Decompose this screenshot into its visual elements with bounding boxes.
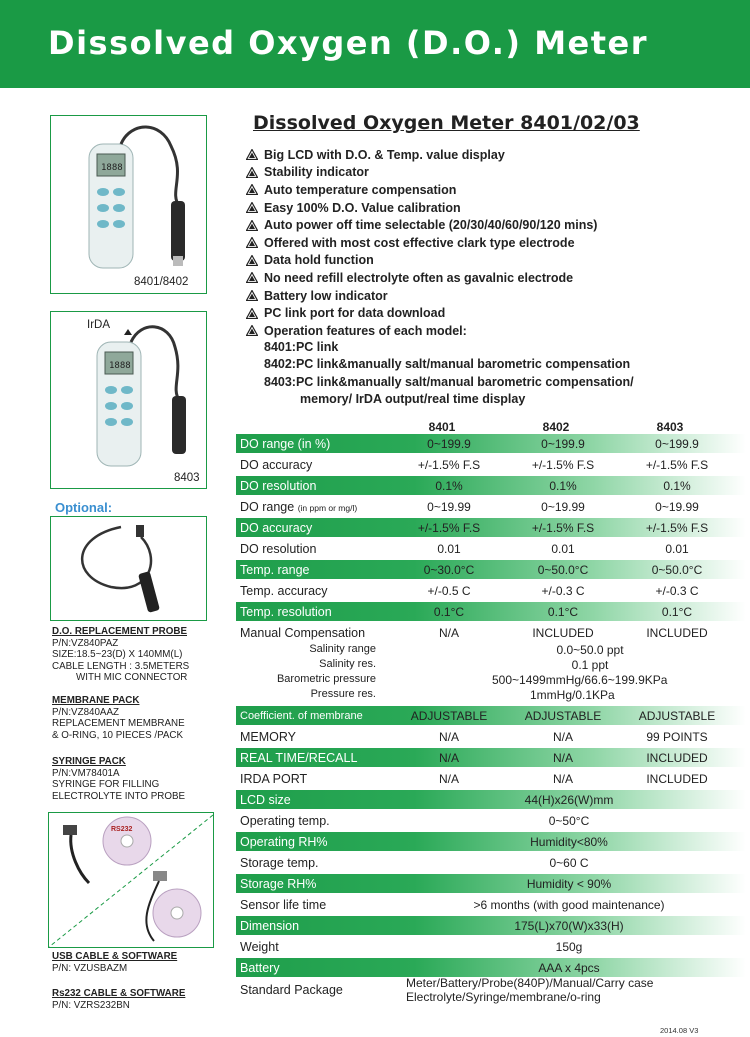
label-8401-8402: 8401/8402 [134,276,189,288]
spec-value: Humidity < 90% [526,876,612,891]
spec-value: INCLUDED [532,625,594,640]
warning-triangle-icon [246,272,258,283]
spec-row [236,748,746,767]
spec-row [236,769,746,788]
feature-item [246,322,746,340]
spec-value: +/-1.5% F.S [531,457,595,472]
syringe-desc: SYRINGE FOR FILLING [52,779,160,791]
spec-value: 0.01 [551,541,575,556]
rs232-pn: P/N: VZRS232BN [52,999,130,1011]
spec-row [236,434,746,453]
spec-label: Coefficient. of membrane [240,709,363,722]
warning-triangle-icon [246,255,258,266]
meter-8403-image [50,311,207,489]
warning-triangle-icon [246,149,258,160]
spec-label: DO range (in %) [240,436,331,451]
compensation-sub-value: 0.0~50.0 ppt [556,643,624,657]
probe-cable: CABLE LENGTH : 3.5METERS [52,660,190,672]
svg-text:1888: 1888 [101,163,123,173]
spec-value: N/A [438,771,459,786]
spec-value: Meter/Battery/Probe(840P)/Manual/Carry case Electrolyte/Syringe/membrane/o-ring [406,975,654,1004]
spec-label: Temp. range [240,562,310,577]
spec-value: N/A [438,625,459,640]
spec-value: 0.01 [665,541,689,556]
feature-item [246,234,746,252]
spec-row [236,727,746,746]
spec-row [236,790,746,809]
spec-value: +/-1.5% F.S [645,457,709,472]
spec-label: Manual Compensation [240,625,366,640]
spec-value: INCLUDED [646,750,708,765]
probe-size: SIZE:18.5~23(D) X 140MM(L) [52,649,183,661]
spec-value: AAA x 4pcs [538,960,600,975]
cables-illustration [49,813,213,947]
spec-value: 0.1°C [433,604,465,619]
spec-value: N/A [438,729,459,744]
meter-8401-8402-image [50,115,207,294]
rs232-title: Rs232 CABLE & SOFTWARE [52,988,186,999]
spec-row [236,853,746,872]
model-feature-line: 8401:PC link [264,339,339,354]
feature-text: Big LCD with D.O. & Temp. value display [264,147,505,162]
compensation-sub-label: Salinity range [309,643,376,655]
membrane-desc: REPLACEMENT MEMBRANE [52,718,185,730]
spec-label: Storage temp. [240,855,319,870]
spec-row [236,832,746,851]
spec-value: 0.1°C [661,604,693,619]
label-irda: IrDA [87,319,110,331]
spec-value: INCLUDED [646,625,708,640]
spec-value: >6 months (with good maintenance) [473,897,665,912]
feature-item [246,304,746,322]
meter-illustration [51,312,206,488]
accessory-syringe [52,756,185,802]
spec-label: Operating temp. [240,813,330,828]
spec-value: 0.1% [549,478,577,493]
column-header: 8402 [542,420,570,434]
spec-value: 0~50°C [548,813,590,828]
spec-row [236,602,746,621]
spec-value: 0~30.0°C [423,562,475,577]
spec-label: DO resolution [240,478,317,493]
model-feature-line: memory/ IrDA output/real time display [300,392,526,407]
label-8403: 8403 [174,472,200,484]
feature-text: Auto temperature compensation [264,182,457,197]
spec-value: 150g [555,939,583,954]
compensation-sub-value: 500~1499mmHg/66.6~199.9KPa [492,673,668,687]
meter-illustration [51,116,206,293]
page-title: Dissolved Oxygen (D.O.) Meter [48,24,649,62]
column-header: 8401 [428,420,456,434]
warning-triangle-icon [246,308,258,319]
spec-row [236,518,746,537]
feature-text: PC link port for data download [264,306,446,321]
column-header: 8403 [656,420,684,434]
feature-item [246,199,746,217]
spec-value: 0~199.9 [427,436,471,451]
spec-row [236,916,746,935]
feature-text: Battery low indicator [264,288,388,303]
spec-label: IRDA PORT [240,771,308,786]
header-banner [0,0,750,88]
compensation-sub-label: Pressure res. [310,688,376,700]
membrane-pn: P/N:VZ840AAZ [52,706,119,718]
warning-triangle-icon [246,202,258,213]
spec-row [236,937,746,956]
spec-value: N/A [438,750,459,765]
spec-label: MEMORY [240,729,297,744]
spec-label: DO accuracy [240,457,313,472]
spec-value: +/-1.5% F.S [417,520,481,535]
spec-value: +/-0.3 C [655,583,699,598]
spec-label: Battery [240,960,280,975]
cable-software-image [48,812,214,948]
feature-item [246,181,746,199]
warning-triangle-icon [246,167,258,178]
accessory-membrane [52,695,185,741]
warning-triangle-icon [246,220,258,231]
warning-triangle-icon [246,325,258,336]
syringe-pn: P/N:VM78401A [52,767,120,779]
spec-value: +/-0.5 C [427,583,471,598]
spec-row [236,476,746,495]
accessory-probe [52,626,189,684]
spec-value: N/A [552,750,573,765]
feature-item [246,287,746,305]
spec-row [236,975,746,1004]
feature-text: Offered with most cost effective clark type electrode [264,235,575,250]
spec-row [236,455,746,474]
membrane-desc2: & O-RING, 10 PIECES /PACK [52,729,184,741]
spec-value: 44(H)x26(W)mm [524,792,614,807]
svg-text:1888: 1888 [109,361,131,371]
feature-text: Operation features of each model: [264,323,467,338]
probe-image [50,516,207,621]
spec-label: DO resolution [240,541,317,556]
spec-value: ADJUSTABLE [410,708,488,723]
syringe-title: SYRINGE PACK [52,756,126,767]
usb-pn: P/N: VZUSBAZM [52,962,128,974]
feature-item [246,164,746,182]
feature-text: Data hold function [264,253,374,268]
model-feature-line: 8402:PC link&manually salt/manual barometric compensation [264,357,631,372]
feature-item [246,216,746,234]
probe-title: D.O. REPLACEMENT PROBE [52,626,187,637]
probe-connector: WITH MIC CONNECTOR [76,672,188,684]
warning-triangle-icon [246,184,258,195]
spec-label: Temp. resolution [240,604,332,619]
feature-item [246,269,746,287]
spec-row [236,539,746,558]
spec-row [236,958,746,977]
spec-value: 175(L)x70(W)x33(H) [514,918,624,933]
cd-label: RS232 [111,826,133,833]
syringe-desc2: ELECTROLYTE INTO PROBE [52,790,186,802]
spec-label: Dimension [240,918,300,933]
feature-item [246,252,746,270]
spec-label: Weight [240,939,279,954]
spec-label: Operating RH% [240,834,328,849]
spec-row [236,895,746,914]
spec-value: ADJUSTABLE [524,708,602,723]
spec-value: 0~199.9 [655,436,699,451]
spec-row [236,811,746,830]
compensation-sub-value: 1mmHg/0.1KPa [530,688,615,702]
usb-title: USB CABLE & SOFTWARE [52,951,178,962]
feature-text: No need refill electrolyte often as gavalnic electrode [264,270,574,285]
spec-value: 0~60 C [549,855,589,870]
warning-triangle-icon [246,290,258,301]
optional-heading: Optional: [55,500,113,515]
feature-list [246,146,746,410]
spec-label: REAL TIME/RECALL [240,750,358,765]
spec-value: 0~199.9 [541,436,585,451]
spec-label: Storage RH% [240,876,317,891]
probe-pn: P/N:VZ840PAZ [52,637,119,649]
product-title: Dissolved Oxygen Meter 8401/02/03 [253,112,640,134]
spec-value: +/-0.3 C [541,583,585,598]
spec-row [236,623,746,642]
spec-row [236,706,746,725]
spec-value: 99 POINTS [646,729,708,744]
spec-value: 0.01 [437,541,461,556]
feature-text: Easy 100% D.O. Value calibration [264,200,461,215]
membrane-title: MEMBRANE PACK [52,695,140,706]
spec-value: Humidity<80% [530,834,608,849]
spec-label: Sensor life time [240,897,327,912]
spec-value: 0~50.0°C [537,562,589,577]
spec-value: 0.1% [663,478,691,493]
spec-value: 0~19.99 [655,499,699,514]
spec-value: +/-1.5% F.S [417,457,481,472]
accessory-usb [52,951,177,974]
warning-triangle-icon [246,237,258,248]
spec-value: N/A [552,729,573,744]
spec-row [236,874,746,893]
compensation-sub-value: 0.1 ppt [571,658,609,672]
spec-value: INCLUDED [646,771,708,786]
spec-value: +/-1.5% F.S [531,520,595,535]
spec-value: N/A [552,771,573,786]
spec-value: 0~19.99 [427,499,471,514]
spec-row [236,497,746,516]
version-footer: 2014.08 V3 [660,1026,699,1035]
feature-text: Stability indicator [264,165,369,180]
spec-value: ADJUSTABLE [638,708,716,723]
spec-label: DO accuracy [240,520,313,535]
spec-value: 0~50.0°C [651,562,703,577]
spec-label: Temp. accuracy [240,583,328,598]
compensation-sub-label: Salinity res. [319,658,376,670]
spec-label: LCD size [240,792,291,807]
spec-row [236,581,746,600]
spec-value: 0~19.99 [541,499,585,514]
spec-value: +/-1.5% F.S [645,520,709,535]
spec-label: Standard Package [240,982,343,997]
feature-item [246,146,746,164]
spec-row [236,560,746,579]
accessory-rs232 [52,988,185,1011]
feature-text: Auto power off time selectable (20/30/40/60/90/120 mins) [264,218,598,233]
probe-illustration [51,517,206,620]
spec-label: DO range (in ppm or mg/l) [240,499,358,514]
model-feature-line: 8403:PC link&manually salt/manual barometric compensation/ [264,374,634,389]
spec-value: 0.1% [435,478,463,493]
compensation-sub-label: Barometric pressure [276,673,376,685]
spec-value: 0.1°C [547,604,579,619]
